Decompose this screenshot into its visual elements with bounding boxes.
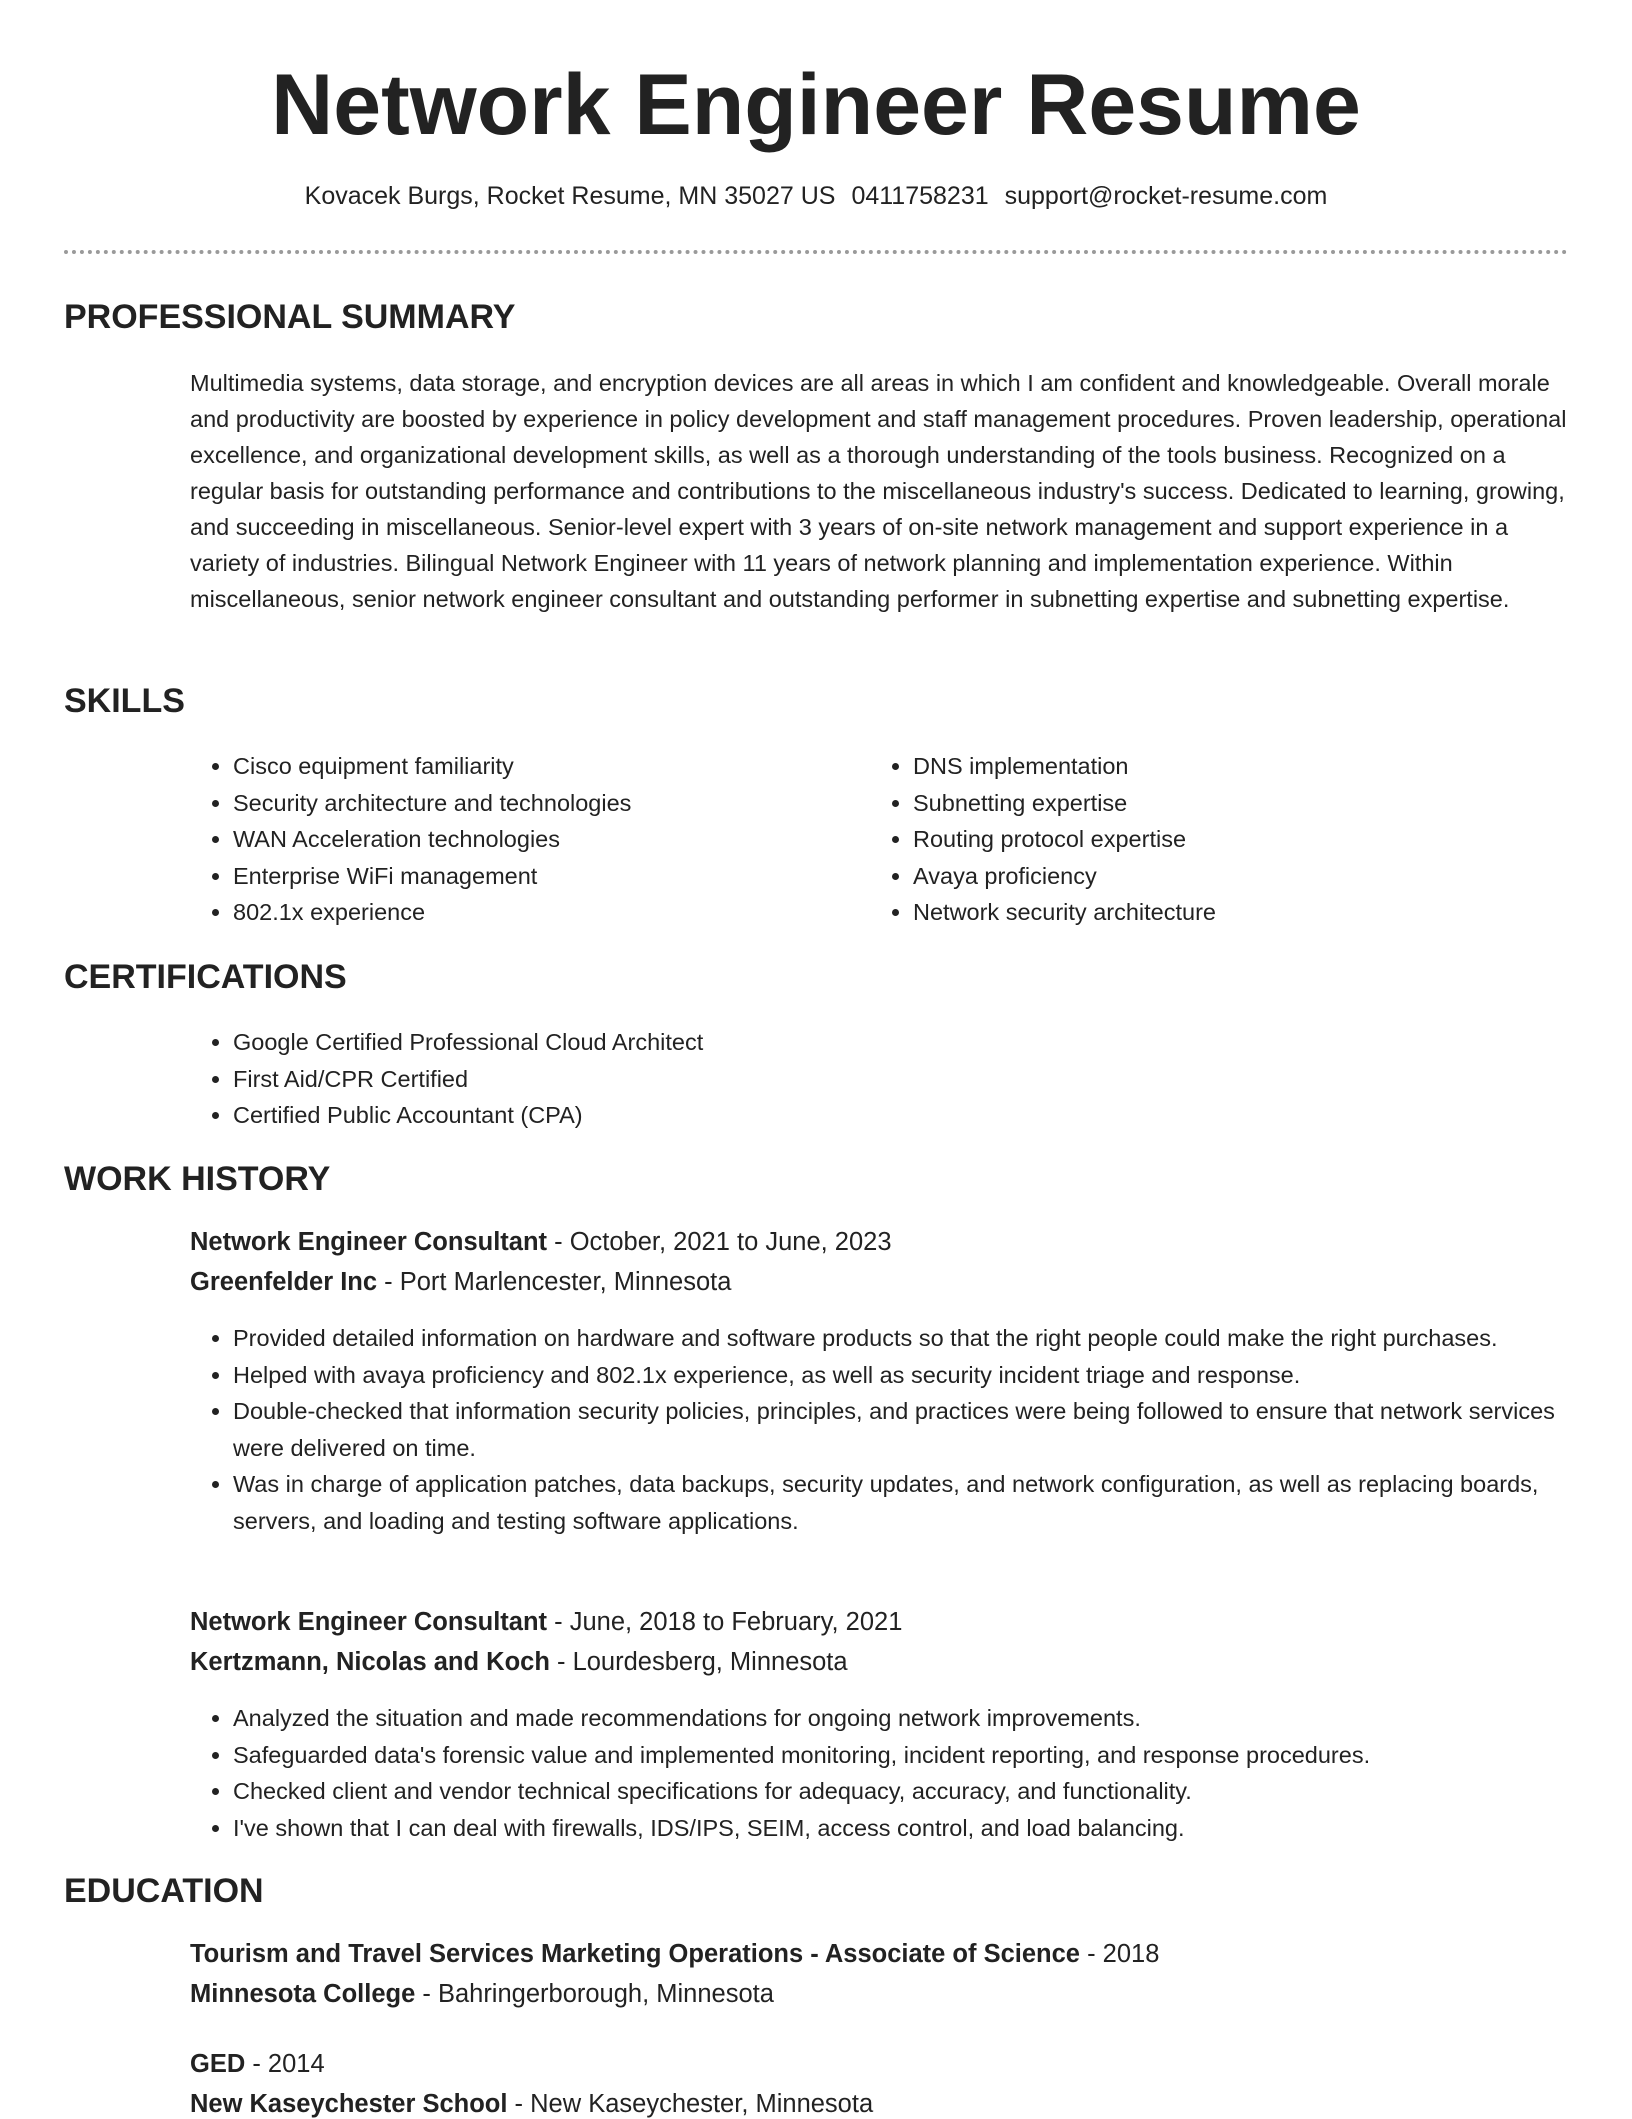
header-divider	[64, 250, 1568, 254]
skills-list-left	[190, 748, 853, 931]
job-company: Greenfelder Inc	[190, 1268, 378, 1296]
contact-address: Kovacek Burgs, Rocket Resume, MN 35027 US	[304, 182, 836, 210]
education-degree: Tourism and Travel Services Marketing Operations - Associate of Science	[190, 1940, 1080, 1968]
education-degree-line	[190, 2050, 325, 2079]
skills-heading: SKILLS	[64, 682, 185, 720]
skill-item: • Subnetting expertise	[913, 785, 1533, 822]
skill-item: • WAN Acceleration technologies	[233, 821, 853, 858]
skill-item: • Security architecture and technologies	[233, 785, 853, 822]
education-school: Minnesota College	[190, 1980, 416, 2008]
job-location: - Lourdesberg, Minnesota	[549, 1648, 848, 1676]
job-dates: - October, 2021 to June, 2023	[547, 1228, 892, 1256]
education-degree-line	[190, 1940, 1159, 1969]
education-school: New Kaseychester School	[190, 2090, 508, 2118]
education-year: - 2018	[1080, 1940, 1160, 1968]
job-title: Network Engineer Consultant	[190, 1608, 548, 1636]
contact-phone: 0411758231	[851, 182, 989, 210]
contact-email: support@rocket-resume.com	[1004, 182, 1328, 210]
duty-item: • Analyzed the situation and made recommendations for ongoing network improvements.	[233, 1700, 1603, 1737]
skill-item: • DNS implementation	[913, 748, 1533, 785]
contact-line	[0, 182, 1632, 211]
skill-item: • Avaya proficiency	[913, 858, 1533, 895]
certification-item: • Google Certified Professional Cloud Architect	[233, 1024, 1533, 1061]
skill-item: • 802.1x experience	[233, 894, 853, 931]
duty-item: • Provided detailed information on hardware and software products so that the right people could make the right purchases.	[233, 1320, 1603, 1357]
certification-item: • Certified Public Accountant (CPA)	[233, 1097, 1533, 1134]
education-degree: GED	[190, 2050, 246, 2078]
job-location: - Port Marlencester, Minnesota	[377, 1268, 732, 1296]
job-company: Kertzmann, Nicolas and Koch	[190, 1648, 550, 1676]
job-title: Network Engineer Consultant	[190, 1228, 548, 1256]
job-title-line	[190, 1608, 902, 1637]
certifications-heading: CERTIFICATIONS	[64, 958, 347, 996]
certifications-list	[190, 1024, 1533, 1134]
summary-text: Multimedia systems, data storage, and encryption devices are all areas in which I am confident and knowledgeable. Overall morale and productivity are boosted by experience in policy development and staff management procedures. Proven leadership, operational excellence, and organizational development skills, as well as a thorough understanding of the tools business. Recognized on a regular basis for outstanding performance and contributions to the miscellaneous industry's success. Dedicated to learning, growing, and succeeding in miscellaneous. Senior-level expert with 3 years of on-site network management and support experience in a variety of industries. Bilingual Network Engineer with 11 years of network planning and implementation experience. Within miscellaneous, senior network engineer consultant and outstanding performer in subnetting expertise and subnetting expertise.	[190, 370, 1567, 612]
education-heading: EDUCATION	[64, 1872, 264, 1910]
page-title: Network Engineer Resume	[271, 57, 1361, 153]
skill-item: • Enterprise WiFi management	[233, 858, 853, 895]
education-year: - 2014	[245, 2050, 325, 2078]
education-location: - Bahringerborough, Minnesota	[415, 1980, 774, 2008]
job-duties-list	[190, 1320, 1603, 1539]
work-history-heading: WORK HISTORY	[64, 1160, 331, 1198]
education-location: - New Kaseychester, Minnesota	[507, 2090, 874, 2118]
duty-item: • Safeguarded data's forensic value and implemented monitoring, incident reporting, and response procedures.	[233, 1737, 1603, 1774]
certification-item: • First Aid/CPR Certified	[233, 1061, 1533, 1098]
skill-item: • Network security architecture	[913, 894, 1533, 931]
job-title-line	[190, 1228, 892, 1257]
education-school-line	[190, 2090, 873, 2119]
job-duties-list	[190, 1700, 1603, 1846]
skill-item: • Cisco equipment familiarity	[233, 748, 853, 785]
skill-item: • Routing protocol expertise	[913, 821, 1533, 858]
duty-item: • Checked client and vendor technical specifications for adequacy, accuracy, and functionality.	[233, 1773, 1603, 1810]
skills-list-right	[870, 748, 1533, 931]
job-company-line	[190, 1268, 731, 1297]
duty-item: • Helped with avaya proficiency and 802.1x experience, as well as security incident triage and response.	[233, 1357, 1603, 1394]
duty-item: • Double-checked that information security policies, principles, and practices were being followed to ensure that network services were delivered on time.	[233, 1393, 1603, 1466]
duty-item: • I've shown that I can deal with firewalls, IDS/IPS, SEIM, access control, and load balancing.	[233, 1810, 1603, 1847]
job-dates: - June, 2018 to February, 2021	[547, 1608, 903, 1636]
education-school-line	[190, 1980, 774, 2009]
job-company-line	[190, 1648, 848, 1677]
summary-heading: PROFESSIONAL SUMMARY	[64, 298, 516, 336]
duty-item: • Was in charge of application patches, data backups, security updates, and network configuration, as well as replacing boards, servers, and loading and testing software applications.	[233, 1466, 1603, 1539]
